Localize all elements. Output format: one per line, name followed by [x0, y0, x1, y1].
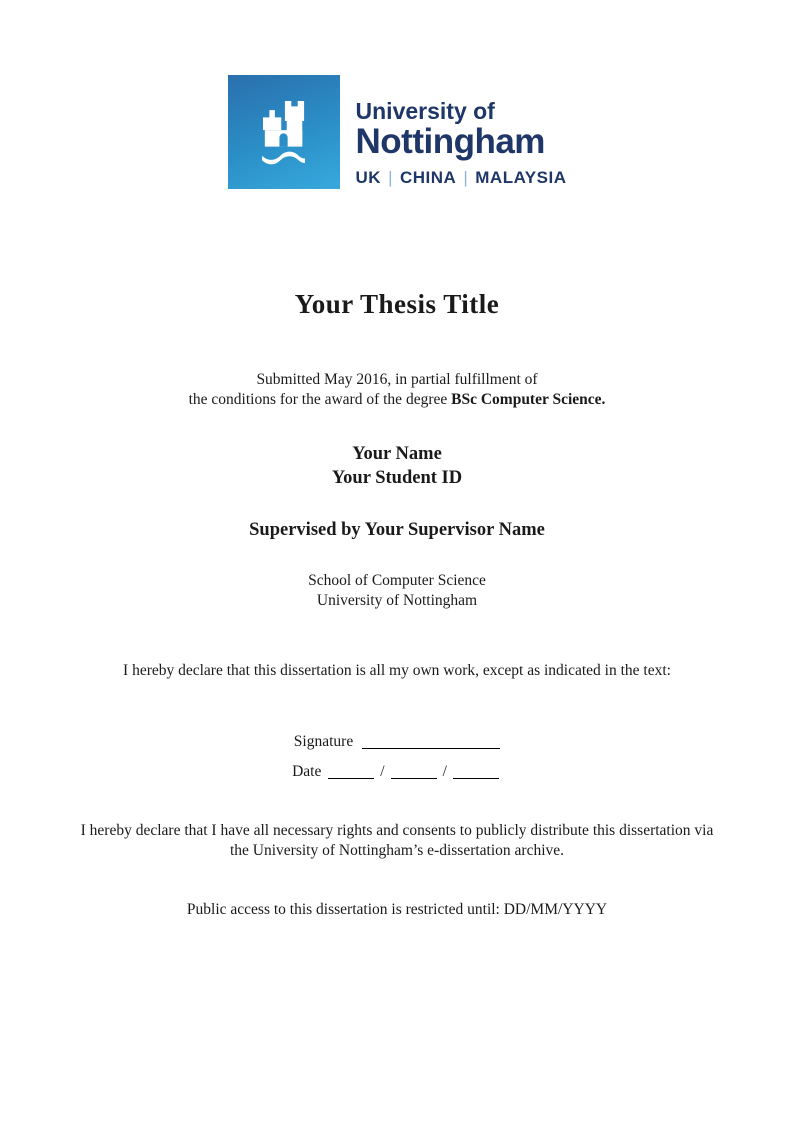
university-name: University of Nottingham: [316, 592, 478, 610]
submission-line2: [0, 390, 794, 410]
date-year-line: [453, 777, 499, 779]
declaration-text: I hereby declare that this dissertation is all my own work, except as indicated in the text:: [123, 662, 671, 680]
degree-name: BSc Computer Science.: [451, 390, 606, 408]
region-malaysia: MALAYSIA: [475, 168, 567, 187]
submission-line1: Submitted May 2016, in partial fulfillment of: [256, 371, 538, 388]
student-id: Your Student ID: [331, 468, 463, 489]
date-label: Date: [292, 762, 322, 780]
supervisor-line: Supervised by Your Supervisor Name: [249, 520, 545, 541]
restriction-text: Public access to this dissertation is restricted until: DD/MM/YYYY: [186, 900, 608, 918]
submission-line2-prefix: the conditions for the award of the degree: [188, 390, 452, 408]
date-row: [0, 763, 794, 781]
school-name: School of Computer Science: [308, 572, 486, 590]
author-block: [0, 442, 794, 491]
logo-university-of: University of: [355, 98, 495, 125]
logo-regions: [356, 168, 567, 188]
signature-label: Signature: [293, 732, 354, 750]
logo-wordmark: [356, 75, 567, 189]
distribution-consent-text: I hereby declare that I have all necessary rights and consents to publicly distribute this dissertation via the University of Nottingham’s e-dissertation archive.: [80, 821, 714, 859]
region-uk: UK: [355, 168, 382, 187]
logo-castle-square: [228, 75, 340, 189]
submission-statement: [0, 370, 794, 410]
date-separator: /: [442, 762, 447, 780]
university-logo: [228, 75, 567, 189]
castle-icon: [252, 90, 316, 174]
region-separator: |: [388, 168, 393, 187]
date-day-line: [328, 777, 374, 779]
logo-nottingham: Nottingham: [355, 122, 545, 162]
signature-line: [362, 747, 500, 749]
date-separator: /: [380, 762, 385, 780]
thesis-title: Your Thesis Title: [294, 289, 500, 319]
region-separator: |: [463, 168, 469, 187]
signature-row: [0, 733, 794, 751]
affiliation-block: [0, 571, 794, 611]
date-month-line: [391, 777, 437, 779]
region-china: CHINA: [400, 168, 457, 187]
author-name: Your Name: [352, 443, 442, 464]
